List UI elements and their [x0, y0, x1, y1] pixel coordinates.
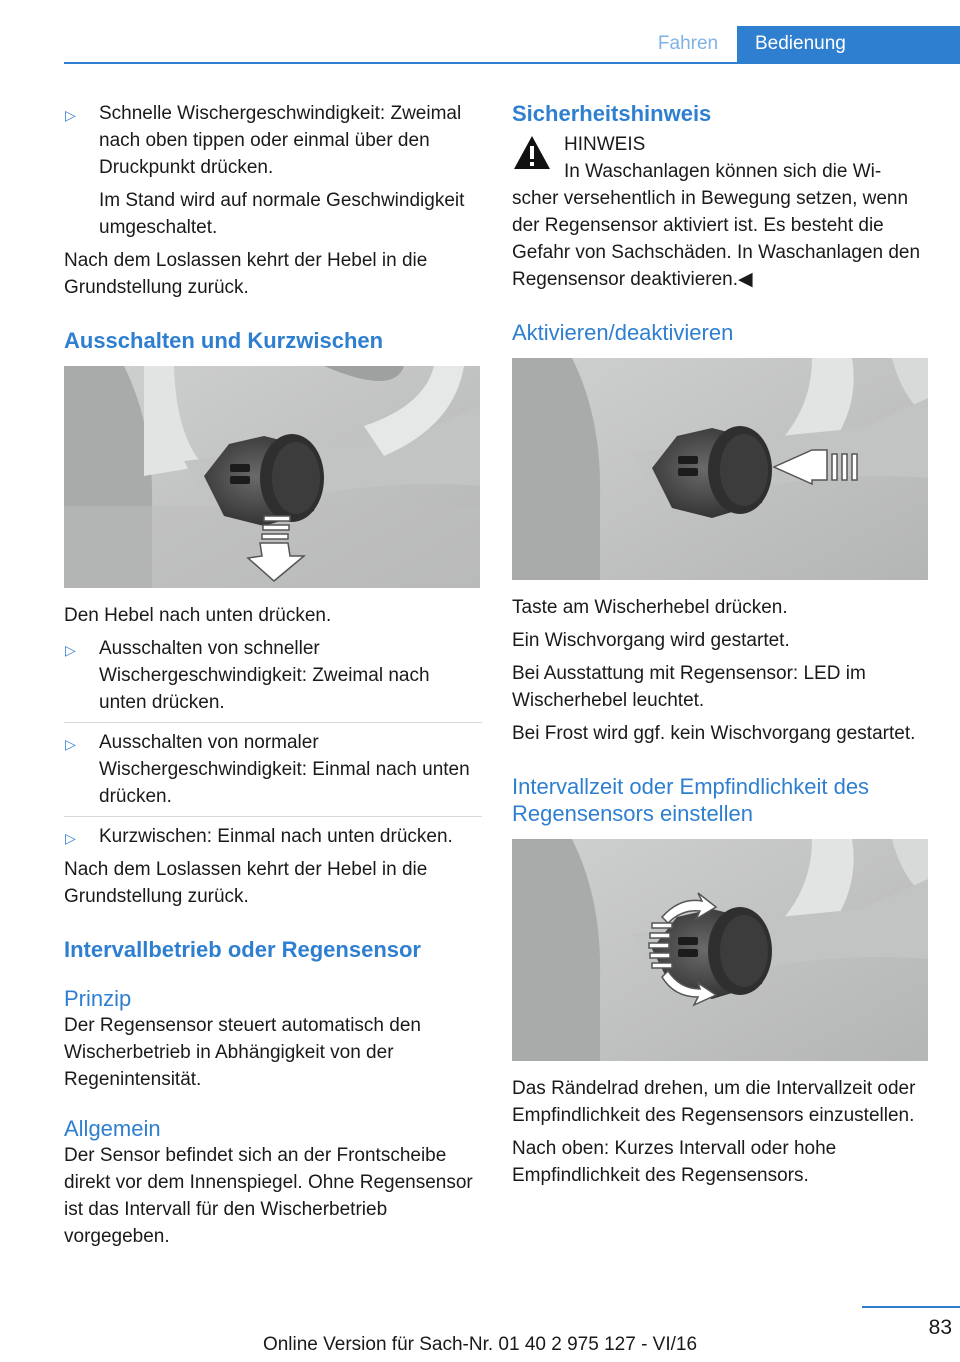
bullet-item [64, 100, 482, 181]
paragraph: Bei Ausstattung mit Regensensor: LED im Wischerhebel leuchtet. [512, 663, 866, 711]
bullet-item [64, 823, 482, 850]
section-heading-sensitivity: Intervallzeit oder Empfindlichkeit des Regensensors einstellen [512, 774, 870, 826]
paragraph: Der Regensensor steuert automatisch den Wischerbetrieb in Abhängigkeit von der Regenintensität. [64, 1015, 421, 1090]
bullet-triangle-icon: ▷ [65, 642, 76, 658]
section-heading-safety: Sicherheitshinweis [512, 101, 712, 126]
paragraph: Das Rändelrad drehen, um die Intervallzeit oder Empfindlichkeit des Regensensors einzustellen. [512, 1078, 916, 1126]
section-heading-activate: Aktivieren/deaktivieren [512, 320, 734, 345]
bullet-text: Kurzwischen: Einmal nach unten drücken. [99, 826, 453, 847]
warning-box [512, 131, 930, 293]
figure-thumbwheel [512, 839, 928, 1061]
warning-triangle-icon [512, 133, 552, 173]
header-tab-bedienung[interactable]: Bedienung [737, 26, 960, 62]
paragraph: Taste am Wischerhebel drücken. [512, 597, 788, 618]
bullet-text: Ausschalten von schneller Wischergeschwindigkeit: Zweimal nach unten drücken. [99, 638, 430, 713]
bullet-item [64, 635, 482, 716]
page-number: 83 [928, 1316, 952, 1339]
paragraph: Nach dem Loslassen kehrt der Hebel in die Grundstellung zurück. [64, 859, 428, 907]
paragraph: Der Sensor befindet sich an der Frontscheibe direkt vor dem Innenspiegel. Ohne Regensensor ist das Intervall für den Wischerbetrieb vorgegeben. [64, 1145, 473, 1247]
bullet-text: Ausschalten von normaler Wischergeschwindigkeit: Einmal nach unten drücken. [99, 732, 470, 807]
section-heading-interval: Intervallbetrieb oder Regensensor [64, 937, 421, 962]
header-tab-fahren[interactable]: Fahren [657, 33, 719, 54]
paragraph: Ein Wischvorgang wird gestartet. [512, 630, 790, 651]
figure-caption: Den Hebel nach unten drücken. [64, 605, 332, 626]
bullet-item [64, 729, 482, 810]
header-rule [64, 62, 960, 64]
warning-text: scher versehentlich in Bewegung setzen, wenn der Regensensor aktiviert ist. Es besteht die Gefahr von Sachschäden. In Waschanlagen den Regensensor deaktivieren.◀ [512, 188, 921, 290]
footer-rule [862, 1306, 960, 1308]
right-column [512, 100, 930, 1195]
bullet-triangle-icon: ▷ [65, 736, 76, 752]
left-column [64, 100, 482, 1256]
bullet-separator [64, 816, 482, 817]
bullet-continuation: Im Stand wird auf normale Geschwindigkeit umgeschaltet. [99, 190, 465, 238]
bullet-triangle-icon: ▷ [65, 107, 76, 123]
paragraph: Nach oben: Kurzes Intervall oder hohe Empfindlichkeit des Regensensors. [512, 1138, 837, 1186]
figure-lever-down [64, 366, 480, 588]
paragraph: Nach dem Loslassen kehrt der Hebel in die Grundstellung zurück. [64, 250, 428, 298]
paragraph: Bei Frost wird ggf. kein Wischvorgang gestartet. [512, 723, 916, 744]
subheading-allgemein: Allgemein [64, 1116, 161, 1141]
warning-label: HINWEIS [564, 134, 646, 155]
figure-lever-button [512, 358, 928, 580]
bullet-text: Schnelle Wischergeschwindigkeit: Zweimal nach oben tippen oder einmal über den Druckpunkt drücken. [99, 103, 462, 178]
subheading-prinzip: Prinzip [64, 986, 132, 1011]
bullet-separator [64, 722, 482, 723]
footer-online-version: Online Version für Sach-Nr. 01 40 2 975 127 - VI/16 [262, 1334, 698, 1355]
section-heading-off: Ausschalten und Kurzwischen [64, 328, 384, 353]
warning-text-first: In Waschanlagen können sich die Wi- [564, 161, 882, 182]
bullet-triangle-icon: ▷ [65, 830, 76, 846]
